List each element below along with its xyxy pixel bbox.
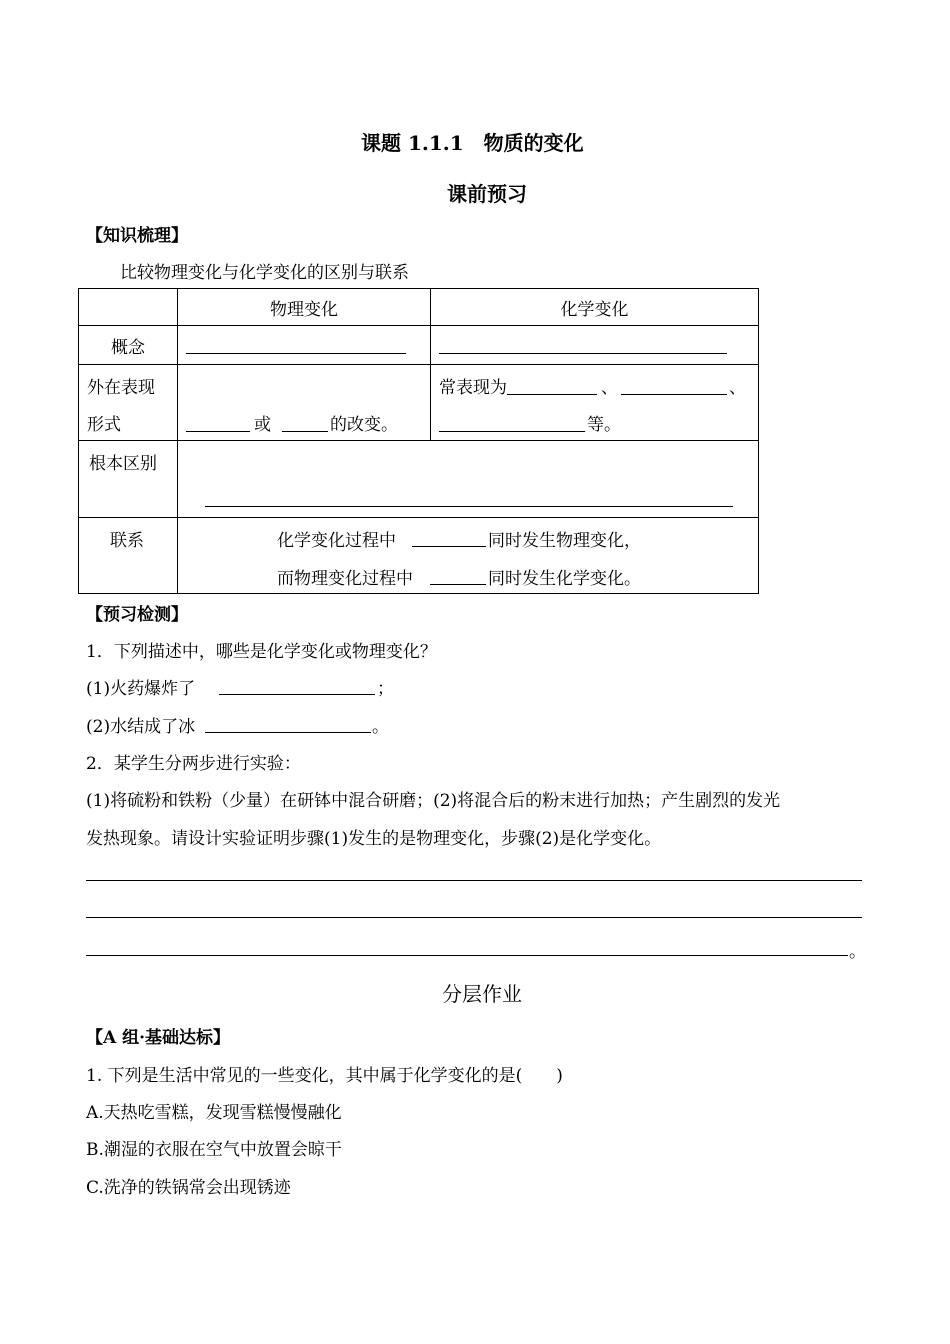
row-label-concept: 概念 (79, 326, 178, 365)
blank-line (186, 353, 406, 354)
difference-cell (178, 441, 759, 518)
row-label-form-2: 形式 (87, 415, 121, 435)
blank-line (430, 584, 486, 585)
answer-line (86, 880, 862, 881)
blank-line (282, 431, 328, 432)
relation-line-1-prefix: 化学变化过程中 (277, 531, 396, 551)
relation-line-1-suffix: 同时发生物理变化， (488, 531, 641, 551)
table-row (79, 441, 759, 518)
check-q2-line-2: 发热现象。请设计实验证明步骤(1)发生的是物理变化，步骤(2)是化学变化。 (86, 829, 662, 849)
row-label-difference-cell (79, 441, 178, 518)
group-a-heading: 【A 组·基础达标】 (86, 1028, 231, 1048)
check-heading: 【预习检测】 (86, 605, 188, 625)
answer-line (219, 694, 375, 695)
row-label-relation-cell (79, 518, 178, 594)
table-row (79, 326, 759, 365)
form-physical-suffix: 的改变。 (330, 415, 398, 435)
table-row (79, 365, 759, 441)
table-row (79, 289, 759, 326)
check-question-1: 1．下列描述中，哪些是化学变化或物理变化？ (86, 642, 437, 662)
comparison-table (78, 288, 759, 594)
blank-line (439, 431, 585, 432)
form-chemical-sep1: 、 (601, 378, 618, 398)
homework-title: 分层作业 (442, 982, 522, 1006)
blank-line (205, 506, 733, 507)
answer-line (86, 955, 848, 956)
table-corner-cell (79, 289, 178, 326)
check-q1-a-end: ； (377, 679, 394, 699)
answer-line (86, 917, 862, 918)
page-title: 课题 1.1.1 物质的变化 (361, 131, 584, 155)
check-q2-line-1: (1)将硫粉和铁粉（少量）在研钵中混合研磨；(2)将混合后的粉末进行加热；产生剧烈的发光 (86, 791, 781, 811)
blank-line (412, 546, 486, 547)
check-q1-a: (1)火药爆炸了 (86, 679, 196, 699)
option-b: B.潮湿的衣服在空气中放置会晾干 (86, 1140, 342, 1160)
homework-question-1: 1. 下列是生活中常见的一些变化，其中属于化学变化的是( ) (86, 1066, 563, 1086)
check-question-2: 2．某学生分两步进行实验： (86, 754, 301, 774)
form-or-text: 或 (254, 415, 271, 435)
blank-line (621, 394, 727, 395)
blank-line (186, 431, 250, 432)
relation-line-2-prefix: 而物理变化过程中 (277, 569, 413, 589)
blank-line (439, 353, 727, 354)
form-chemical-suffix: 等。 (587, 415, 621, 435)
form-chemical-prefix: 常表现为 (439, 378, 507, 398)
row-label-relation: 联系 (110, 531, 144, 551)
answer-end-mark: 。 (849, 942, 866, 962)
check-q1-b-end: 。 (372, 717, 389, 737)
row-label-form-cell (79, 365, 178, 441)
concept-chemical-cell (431, 326, 759, 365)
row-label-form-1: 外在表现 (87, 378, 155, 398)
header-physical: 物理变化 (178, 289, 431, 326)
section-preview-title: 课前预习 (447, 182, 527, 206)
form-chemical-sep2: 、 (729, 378, 746, 398)
option-a: A.天热吃雪糕，发现雪糕慢慢融化 (86, 1103, 342, 1123)
form-physical-cell (178, 365, 431, 441)
knowledge-intro: 比较物理变化与化学变化的区别与联系 (120, 263, 409, 283)
relation-line-2-suffix: 同时发生化学变化。 (488, 569, 641, 589)
form-chemical-cell (431, 365, 759, 441)
blank-line (507, 394, 597, 395)
answer-line (205, 732, 371, 733)
header-chemical: 化学变化 (431, 289, 759, 326)
concept-physical-cell (178, 326, 431, 365)
table-row (79, 518, 759, 594)
option-c: C.洗净的铁锅常会出现锈迹 (86, 1178, 291, 1198)
row-label-difference: 根本区别 (89, 454, 157, 474)
relation-cell (178, 518, 759, 594)
knowledge-heading: 【知识梳理】 (86, 226, 188, 246)
check-q1-b: (2)水结成了冰 (86, 717, 196, 737)
